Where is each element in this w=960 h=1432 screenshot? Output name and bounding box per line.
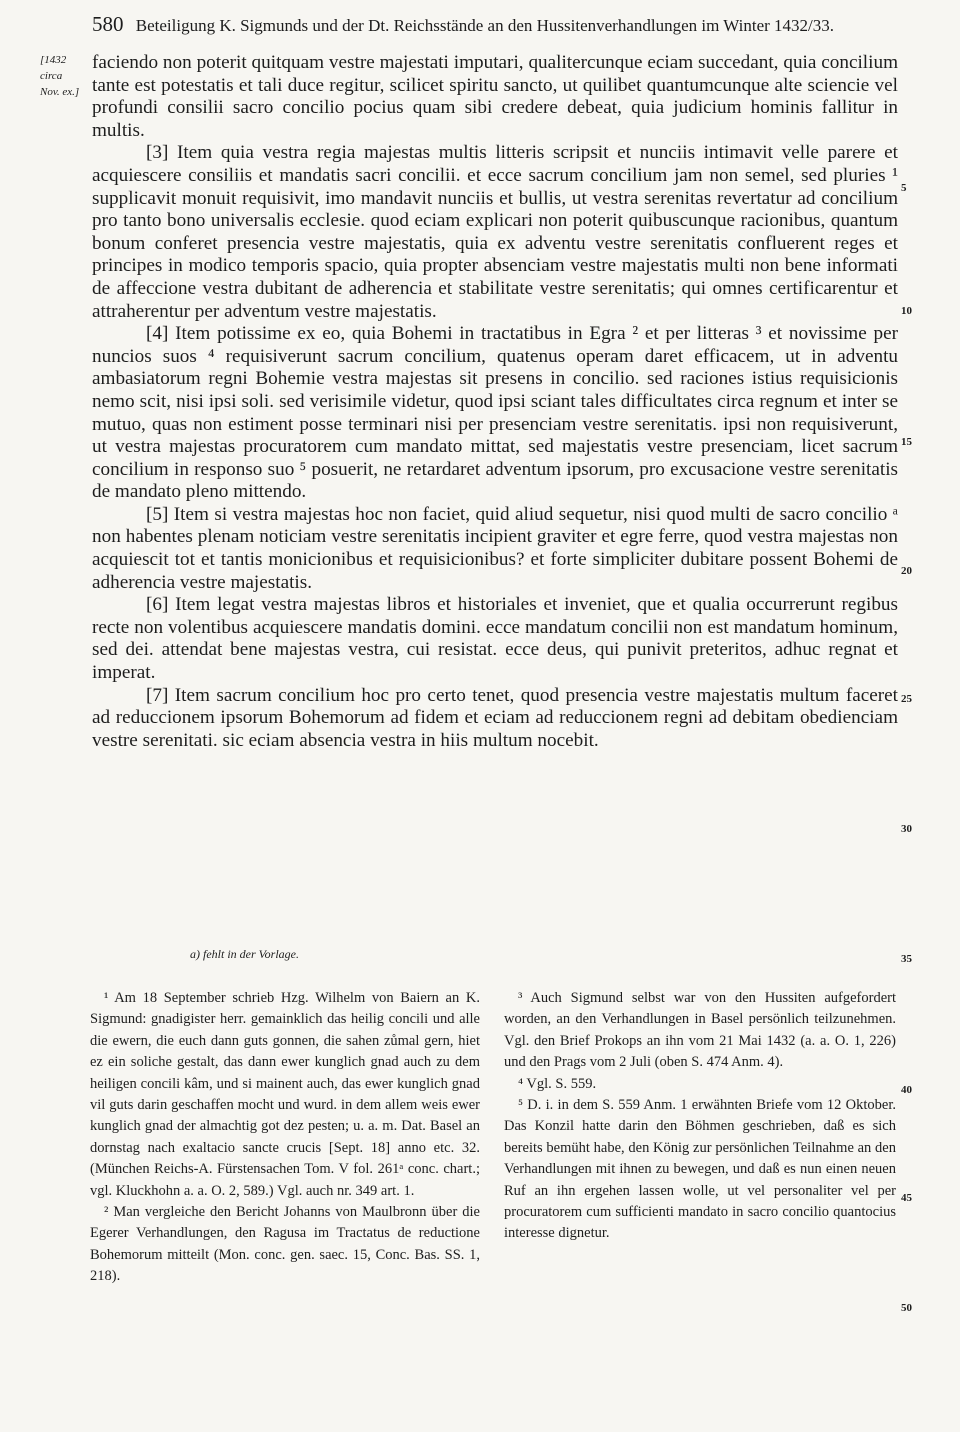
main-text	[92, 52, 898, 752]
line-number: 45	[901, 1192, 912, 1204]
footnotes-right-column	[504, 988, 896, 1245]
footnote-3: ³ Auch Sigmund selbst war von den Hussiten aufgefordert worden, an den Verhandlungen in Basel persönlich teilzunehmen. Vgl. den Brief Prokops an ihn vom 21 Mai 1432 (a. a. O. 1, 226) und den Prags vom 2 Juli (oben S. 474 Anm. 4).	[504, 990, 896, 1071]
footnote-2: ² Man vergleiche den Bericht Johanns von Maulbronn über die Egerer Verhandlungen, den Ragusa im Tractatus de reductione Bohemorum mitteilt (Mon. conc. gen. saec. 15, Conc. Bas. SS. 1, 218).	[90, 1204, 480, 1285]
textual-apparatus-note: a) fehlt in der Vorlage.	[190, 947, 299, 961]
line-number: 20	[901, 565, 912, 577]
running-header	[92, 12, 912, 42]
line-number: 30	[901, 823, 912, 835]
line-number: 40	[901, 1084, 912, 1096]
margin-note-line: [1432	[40, 54, 67, 66]
footnote-5: ⁵ D. i. in dem S. 559 Anm. 1 erwähnten Briefe vom 12 Oktober. Das Konzil hatte darin den Böhmen geschrieben, daß es sich bereits bemüht habe, den König zur persönlichen Teilnahme an den Verhandlungen mit ihnen zu bewegen, und daß es nun einen neuen Ruf an ihn ergehen lassen wolle, ut vel personaliter vel per procuratorem cum sufficienti mandato in sacro concilio quantocius interesse dignetur.	[504, 1097, 896, 1242]
footnotes-left-column	[90, 988, 480, 1288]
running-title: Beteiligung K. Sigmunds und der Dt. Reichsstände an den Hussitenverhandlungen im Winter 1432/33.	[135, 16, 835, 35]
line-number: 35	[901, 953, 912, 965]
line-number: 5	[901, 182, 907, 194]
footnote-4: ⁴ Vgl. S. 559.	[518, 1075, 597, 1092]
line-number: 10	[901, 305, 912, 317]
margin-note-line: circa	[40, 70, 63, 82]
paragraph-7: [7] Item sacrum concilium hoc pro certo tenet, quod presencia vestre majestatis multum faceret ad reduccionem ipsorum Bohemorum ad fidem et eciam ad reduccionem regni ad debitam obedienciam vestre serenitati. sic eciam absencia vestra in hiis multum nocebit.	[92, 684, 898, 751]
footnote-1: ¹ Am 18 September schrieb Hzg. Wilhelm von Baiern an K. Sigmund: gnadigister herr. gemainklich das heilig concili und alle die ewern, die euch dann guts gonnen, die sahen zůmal gern, hiet ez ein soliche gestalt, das dann ewer kunglich gnad auch zu dem heiligen concili kâm, und si mainent auch, das ewer kunglich gnad vil guts darin geschaffen mocht und wurd. in dem allem weis ewer kunglich gnad der almachtig got dez pesten; u. a. m. Dat. Basel an dornstag nach exaltacio sancte crucis [Sept. 18] anno etc. 32. (München Reichs-A. Fürstensachen Tom. V fol. 261ᵃ conc. chart.; vgl. Kluckhohn a. a. O. 2, 589.) Vgl. auch nr. 349 art. 1.	[90, 990, 480, 1199]
paragraph-6: [6] Item legat vestra majestas libros et historiales et inveniet, que et qualia occurrerunt regibus recte non volentibus acquiescere mandatis domini. ecce mandatum concilii non est mandatum hominum, sed dei. attendat bene majestas vestra, cui resistat. ecce deus, qui punivit preteritos, adhuc regnat et imperat.	[92, 594, 898, 684]
paragraph-3: [3] Item quia vestra regia majestas multis litteris scripsit et nunciis intimavit velle parere et acquiescere consiliis et mandatis sacri concilii. et ecce sacrum concilium jam non semel, sed pluries ¹ supplicavit monuit requisivit, imo mandavit nunciis et bullis, ut vestra serenitas revertatur ad concilium pro tanto bono universalis ecclesie. quod eciam explicari non poterit quibuscunque racionibus, quantum bonum conferet presencia vestre majestatis, quia ex adventu vestre serenitatis confluerent reges et principes in modico temporis spacio, quia propter absenciam vestre majestatis multi non bene informati de affeccione vestra dubitant de adherencia et stabilitate vestre serenitatis; qui omnes certificarentur et attraherentur per adventum vestre majestatis.	[92, 142, 898, 322]
margin-note-line: Nov. ex.]	[40, 86, 80, 98]
paragraph-5: [5] Item si vestra majestas hoc non faciet, quid aliud sequetur, nisi quod multi de sacro concilio ᵃ non habentes plenam noticiam vestre serenitatis incipient graviter et egre ferre, quod vestra majestas non acquiescit tot et tantis monicionibus et requisicionibus? et forte simpliciter dubitare possent Bohemi de adherencia vestre majestatis.	[92, 503, 898, 593]
page-number: 580	[92, 12, 124, 36]
margin-date-note	[40, 52, 94, 100]
paragraph-continuation: faciendo non poterit quitquam vestre majestati imputari, qualitercunque eciam succedant, quia concilium tante est potestatis et tali duce regitur, scilicet spiritu sancto, ut quilibet quantumcunque alte sciencie vel profundi consilii sacro concilio pocius quam sibi credere debeat, quia judicium hominis fallitur in multis.	[92, 52, 898, 141]
line-number: 15	[901, 436, 912, 448]
paragraph-4: [4] Item potissime ex eo, quia Bohemi in tractatibus in Egra ² et per litteras ³ et novissime per nuncios suos ⁴ requisiverunt sacrum concilium, quatenus operam daret efficacem, ut in adventu ambasiatorum regni Bohemie vestra majestas sit presens in concilio. sed raciones istius requisicionis nemo scit, nisi ipsi soli. sed verisimile videtur, quod ipsi sciant tales difficultates circa regnum et inter se mutuo, quas non estiment posse terminari nisi per presenciam vestre serenitatis. ipsi non requisiverunt, ut vestra majestas procuratorem cum mandato mittat, sed majestatis vestre presenciam, licet sacrum concilium in responso suo ⁵ posuerit, ne retardaret adventum ipsorum, pro excusacione vestre serenitatis de mandato pleno mittendo.	[92, 323, 898, 503]
line-number: 25	[901, 693, 912, 705]
line-number: 50	[901, 1302, 912, 1314]
